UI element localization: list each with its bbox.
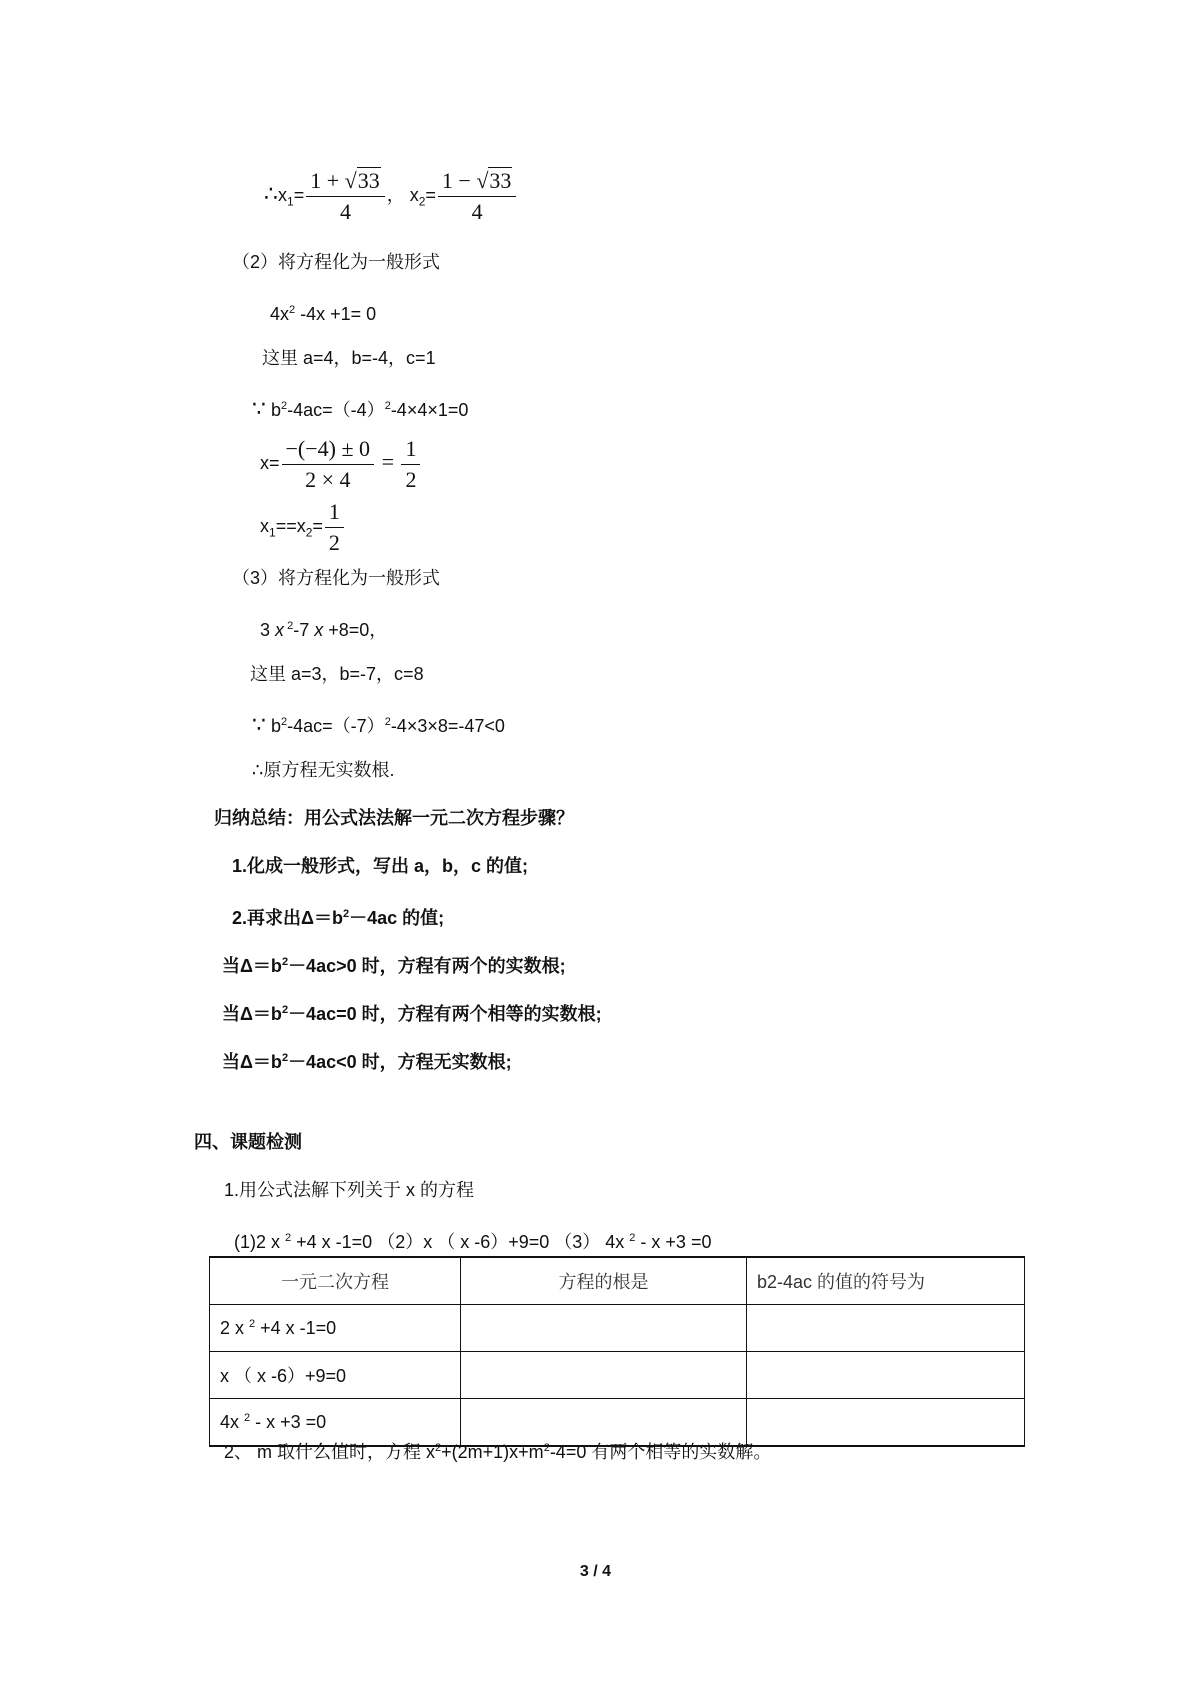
- table-cell-equation: x （ x -6）+9=0: [210, 1352, 461, 1399]
- table-row: [210, 1352, 1025, 1399]
- table-cell-equation: 4x $^2$ - x +3 =0: [210, 1399, 461, 1447]
- table-cell-sign[interactable]: [747, 1352, 1025, 1399]
- table-cell-sign[interactable]: [747, 1399, 1025, 1447]
- root2-fraction: $\frac{1 - √33}{4}$: [438, 166, 517, 227]
- table-cell-equation: 2 x $^2$ +4 x -1=0: [210, 1305, 461, 1352]
- question-1-equations: (1)2 x $^2$ +4 x -1=0 （2）x （ x -6）+9=0 （3） 4x $^2$ - x +3 =0: [234, 1232, 712, 1252]
- sol3-heading: （3）将方程化为一般形式: [232, 568, 441, 588]
- half-fraction: $\frac{1}{2}$: [401, 434, 420, 495]
- question-1: 1.用公式法解下列关于 x 的方程: [224, 1180, 475, 1200]
- sol2-heading: （2）将方程化为一般形式: [232, 252, 441, 272]
- summary-case-zero: 当$\Delta=b^2-4ac=0$ 时，方程有两个相等的实数根;: [222, 1004, 602, 1024]
- page-number: 3 / 4: [579, 1563, 612, 1580]
- table-cell-roots[interactable]: [461, 1352, 747, 1399]
- sol3-equation: 3 x $^2$-7 x +8=0，: [260, 620, 388, 640]
- summary-case-negative: 当$\Delta=b^2-4ac<0$ 时，方程无实数根;: [222, 1052, 512, 1072]
- answer-table: [209, 1256, 1025, 1447]
- table-cell-roots[interactable]: [461, 1305, 747, 1352]
- sol2-equation: $4x^2$ -4x +1= 0: [270, 304, 377, 324]
- summary-case-positive: 当$\Delta=b^2-4ac>0$ 时，方程有两个的实数根;: [222, 956, 566, 976]
- sol2-formula: x= $\frac{-(-4) \pm 0}{2 \times 4}$ = $\frac{1}{2}$: [260, 430, 422, 495]
- sol3-discriminant: ∵ $b^2-4ac=(-7)^2-4\times 3\times 8=-47<0$: [252, 712, 505, 737]
- question-2: 2、 m 取什么值时，方程 $x^2+(2m+1)x+m^2-4=0$ 有两个相等的实数解。: [224, 1442, 772, 1462]
- formula-fraction: $\frac{-(-4) \pm 0}{2 \times 4}$: [282, 434, 375, 495]
- root1-fraction: $\frac{1 + √33}{4}$: [306, 166, 385, 227]
- table-header-cell: b2-4ac 的值的符号为: [747, 1257, 1025, 1305]
- sol3-conclusion: ∴原方程无实数根.: [252, 760, 395, 780]
- therefore-symbol: ∴: [264, 181, 278, 206]
- sol2-coefficients: 这里 a=4，b=-4，c=1: [262, 348, 436, 368]
- because-symbol: ∵: [252, 712, 266, 737]
- section-4-title: 四、课题检测: [194, 1132, 302, 1152]
- sol2-roots: $x_1==x_2=$ $\frac{1}{2}$: [260, 494, 346, 565]
- table-row: [210, 1305, 1025, 1352]
- sol3-coefficients: 这里 a=3，b=-7，c=8: [250, 664, 424, 684]
- table-header-row: [210, 1257, 1025, 1305]
- sol2-discriminant: ∵ $b^2-4ac=(-4)^2-4\times 4\times 1=0$: [252, 396, 469, 421]
- roots-line-1: $\therefore x_1=$ $\frac{1 + √33}{4}$ ， $x_2=$ $\frac{1 - √33}{4}$: [264, 164, 518, 232]
- table-cell-sign[interactable]: [747, 1305, 1025, 1352]
- summary-step-2: 2.再求出$\Delta=b^2-4ac$ 的值;: [232, 908, 445, 928]
- summary-step-1: 1.化成一般形式，写出 a，b，c 的值;: [232, 856, 529, 876]
- roots-fraction: $\frac{1}{2}$: [325, 497, 344, 558]
- because-symbol: ∵: [252, 396, 266, 421]
- table-header-cell: 一元二次方程: [210, 1257, 461, 1305]
- table-header-cell: 方程的根是: [461, 1257, 747, 1305]
- summary-title: 归纳总结：用公式法法解一元二次方程步骤？: [214, 808, 574, 828]
